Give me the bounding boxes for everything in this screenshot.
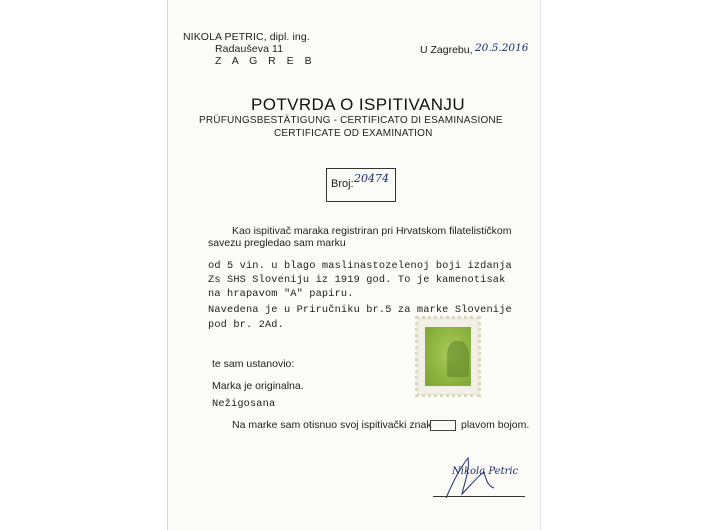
signature-line <box>433 496 525 497</box>
signature-name: Nikola Petric <box>452 466 519 477</box>
title-translations: PRÜFUNGSBESTÄTIGUNG - CERTIFICATO DI ESAMINASIONE <box>199 115 503 126</box>
description-line-4: Navedena je u Priručniku br.5 za marke Slovenije <box>208 304 512 316</box>
description-line-3: na hrapavom "A" papiru. <box>208 288 354 300</box>
stamp-design <box>425 327 471 386</box>
description-line-5: pod br. 2Ad. <box>208 319 284 331</box>
title-english: CERTIFICATE OD EXAMINATION <box>274 128 433 139</box>
findings-status: Nežigosana <box>212 398 276 410</box>
certificate-title: POTVRDA O ISPITIVANJU <box>251 95 466 114</box>
stamp-figure <box>447 341 469 377</box>
findings-lead: te sam ustanovio: <box>212 358 295 370</box>
mark-statement-after: plavom bojom. <box>461 419 530 431</box>
sender-city: Z A G R E B <box>215 55 316 67</box>
date-handwritten: 20.5.2016 <box>475 42 529 54</box>
intro-line-2: savezu pregledao sam marku <box>208 237 346 249</box>
sender-name: NIKOLA PETRIC, dipl. ing. <box>183 31 310 43</box>
mark-statement-before: Na marke sam otisnuo svoj ispitivački znak <box>232 419 432 431</box>
stamp-image <box>418 319 478 394</box>
sender-street: Radauševa 11 <box>215 43 284 55</box>
number-label: Broj: <box>331 178 354 190</box>
description-line-2: Zs SHS Sloveniju iz 1919 god. To je kamenotisak <box>208 274 506 286</box>
examiner-mark-box <box>430 420 456 431</box>
certificate-number: 20474 <box>354 172 389 185</box>
findings-original: Marka je originalna. <box>212 380 304 392</box>
description-line-1: od 5 vin. u blago maslinastozelenoj boji izdanja <box>208 260 512 272</box>
signature-scribble <box>440 450 530 502</box>
place-label: U Zagrebu, <box>420 44 473 56</box>
intro-line-1: Kao ispitivač maraka registriran pri Hrvatskom filatelističkom <box>232 225 512 237</box>
